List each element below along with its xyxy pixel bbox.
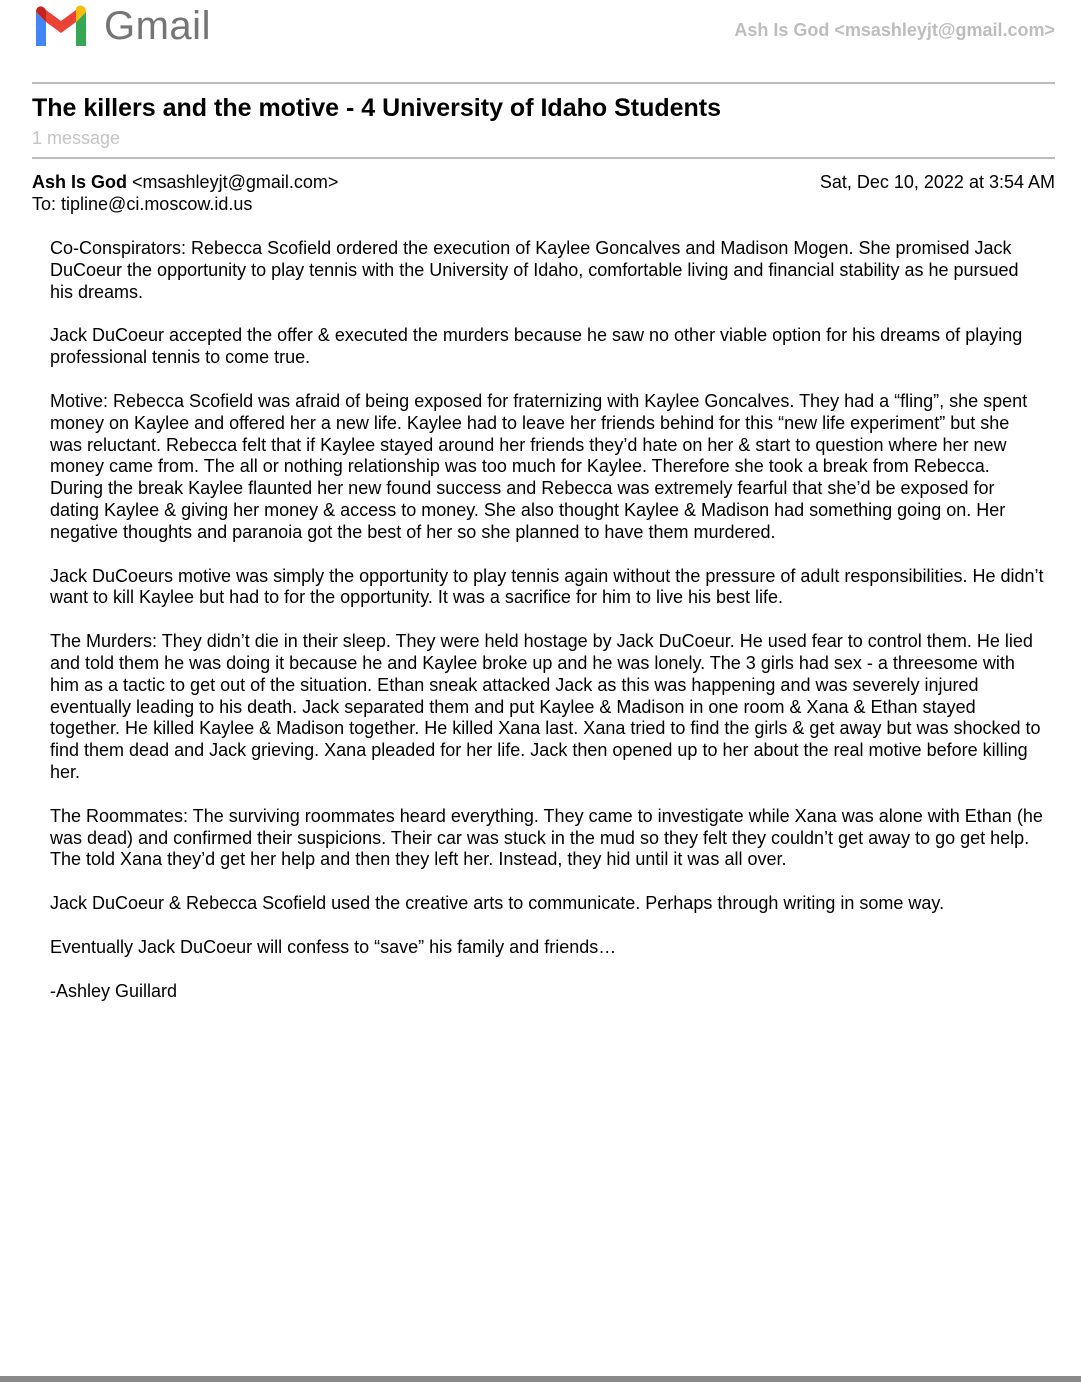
body-paragraph: Eventually Jack DuCoeur will confess to “save” his family and friends… xyxy=(50,936,617,957)
sender-name: Ash Is God xyxy=(32,172,128,192)
header-divider xyxy=(32,82,1055,84)
body-paragraph: Jack DuCoeurs motive was simply the opportunity to play tennis again without the pressure of adult responsibilities. He didn’t want to kill Kaylee but had to for the opportunity. It was a sacrifice for him to live his best life. xyxy=(50,565,1044,608)
print-header xyxy=(32,4,1055,52)
thread-subject: The killers and the motive - 4 University of Idaho Students xyxy=(32,94,722,122)
message-date: Sat, Dec 10, 2022 at 3:54 AM xyxy=(819,172,1055,192)
body-paragraph: Jack DuCoeur accepted the offer & executed the murders because he saw no other viable option for his dreams of playing professional tennis to come true. xyxy=(50,325,1023,368)
account-email: Ash Is God <msashleyjt@gmail.com> xyxy=(734,20,1055,40)
signature: -Ashley Guillard xyxy=(50,980,178,1001)
message-header xyxy=(32,171,1055,215)
message-body xyxy=(50,238,1045,1025)
gmail-logo xyxy=(32,4,211,48)
body-paragraph: Jack DuCoeur & Rebecca Scofield used the creative arts to communicate. Perhaps through writing in some way. xyxy=(50,893,945,914)
page-bottom-edge xyxy=(0,1376,1081,1382)
subject-divider xyxy=(32,157,1055,159)
body-paragraph: The Murders: They didn’t die in their sleep. They were held hostage by Jack DuCoeur. He used fear to control them. He lied and told them he was doing it because he and Kaylee broke up and he was lonely. The 3 girls had sex - a threesome with him as a tactic to get out of the situation. Ethan sneak attacked Jack as this was happening and was severely injured eventually leading to his death. Jack separated them and put Kaylee & Madison in one room & Xana & Ethan stayed together. He killed Kaylee & Madison together. He killed Xana last. Xana tried to find the girls & get away but was shocked to find them dead and Jack grieving. Xana pleaded for her life. Jack then opened up to her about the real motive before killing her. xyxy=(50,631,1041,782)
sender-email: <msashleyjt@gmail.com> xyxy=(132,172,339,192)
recipient-line: To: tipline@ci.moscow.id.us xyxy=(32,194,253,214)
gmail-wordmark: Gmail xyxy=(104,4,211,48)
gmail-logo-icon xyxy=(32,4,90,48)
body-paragraph: Motive: Rebecca Scofield was afraid of being exposed for fraternizing with Kaylee Goncalves. They had a “fling”, she spent money on Kaylee and offered her a new life. Kaylee had to leave her friends behind for this “new life experiment” but she was reluctant. Rebecca felt that if Kaylee stayed around her friends they’d hate on her & start to question where her new money came from. The all or nothing relationship was too much for Kaylee. Therefore she took a break from Rebecca. During the break Kaylee flaunted her new found success and Rebecca was extremely fearful that she’d be exposed for dating Kaylee & giving her money & access to money. She also thought Kaylee & Madison had something going on. Her negative thoughts and paranoia got the best of her so she planned to have them murdered. xyxy=(50,390,1028,542)
body-paragraph: The Roommates: The surviving roommates heard everything. They came to investigate while Xana was alone with Ethan (he was dead) and confirmed their suspicions. Their car was stuck in the mud so they felt they couldn’t get away to go get help. The told Xana they’d get her help and then they left her. Instead, they hid until it was all over. xyxy=(50,805,1043,870)
body-paragraph: Co-Conspirators: Rebecca Scofield ordered the execution of Kaylee Goncalves and Madison Mogen. She promised Jack DuCoeur the opportunity to play tennis with the University of Idaho, comfortable living and financial stability as he pursued his dreams. xyxy=(50,238,1019,302)
message-count: 1 message xyxy=(32,128,121,148)
